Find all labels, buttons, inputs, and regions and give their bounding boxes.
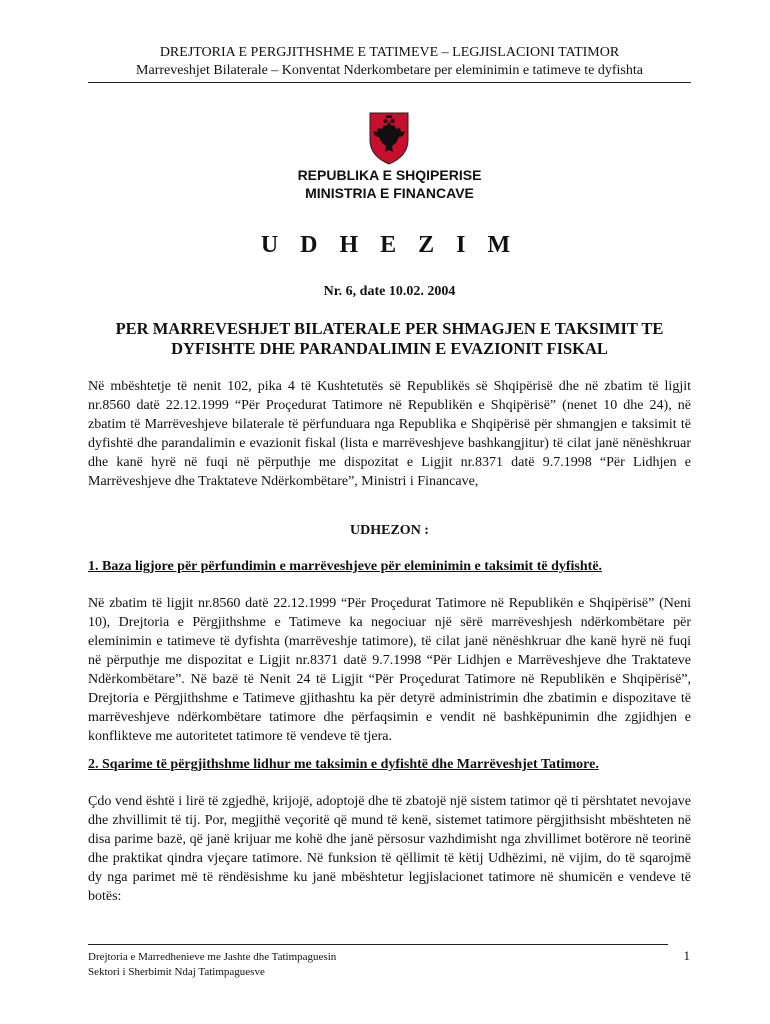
section-2-paragraph: Çdo vend është i lirë të zgjedhë, krijojë, adoptojë dhe të zbatojë një sistem tatimor që ti përshtatet nevojave dhe zhvillimit të tij. Por, megjithë veçoritë që mund të kenë, sistemet tatimore përgjithsisht mbështeten në disa parime bazë, që janë krijuar me kohë dhe janë përsosur vazhdimisht nga zhvillimet botërore në teorinë dhe praktikat qindra vjeçare tatimore. Në funksion të qëllimit të këtij Udhëzimi, në vijim, do të sqarojmë dy nga parimet më të rëndësishme ku janë mbështetur legjislacionet tatimore në shumicën e vendeve të botës: (88, 794, 691, 904)
running-header-subtitle: Marreveshjet Bilaterale – Konventat Nderkombetare per eleminimin e tatimeve te dyfishta (136, 63, 643, 78)
document-heading-line-2: DYFISHTE DHE PARANDALIMIN E EVAZIONIT FISKAL (171, 339, 608, 358)
section-1-paragraph: Në zbatim të ligjit nr.8560 datë 22.12.1999 “Për Proçedurat Tatimore në Republikën e Shqipërisë” (Neni 10), Drejtoria e Përgjithshme e Tatimeve ka negociuar një sërë marrëveshjesh ndërkombëtare për eleminimin e tatimeve të dyfishta (marrëveshje tatimore), të cilat janë nënëshkruar dhe kanë hyrë në fuqi në përputhje me dispozitat e Ligjit nr.8371 datë 9.7.1998 “Për Lidhjen e Marrëveshjeve dhe Traktateve Ndërkombëtare”. Në bazë të Nenit 24 të Ligjit “Për Proçedurat Tatimore në Republikën e Shqipërisë”, Drejtoria e Përgjithshme e Tatimeve gjithashtu ka për detyrë administrimin dhe zbatimin e dispozitave të marrëveshjeve ndërkombëtare tatimore dhe përfaqsimin e vendit në bashkëpunimin dhe zgjidhjen e konflikteve me autoritetet tatimore të vendeve të tjera. (88, 596, 691, 744)
republic-name: REPUBLIKA E SHQIPERISE (297, 167, 482, 183)
albanian-eagle-emblem-icon (364, 110, 414, 166)
instructs-label: UDHEZON : (350, 523, 429, 538)
running-header-title: DREJTORIA E PERGJITHSHME E TATIMEVE – LEGJISLACIONI TATIMOR (159, 45, 620, 60)
section-2-heading: 2. Sqarime të përgjithshme lidhur me taksimin e dyfishtë dhe Marrëveshjet Tatimore. (88, 757, 599, 772)
running-header (88, 44, 691, 83)
section-1-heading: 1. Baza ligjore për përfundimin e marrëveshjeve për eleminimin e taksimit të dyfishtë. (88, 559, 603, 574)
document-number: Nr. 6, date 10.02. 2004 (323, 284, 456, 299)
issuing-authority (88, 166, 691, 202)
footer-department: Drejtoria e Marredhenieve me Jashte dhe Tatimpaguesin (88, 951, 337, 963)
document-title: U D H E Z I M (260, 232, 519, 258)
document-heading-line-1: PER MARREVESHJET BILATERALE PER SHMAGJEN E TAKSIMIT TE (115, 319, 664, 338)
footer-sector: Sektori i Sherbimit Ndaj Tatimpaguesve (88, 966, 265, 978)
intro-paragraph: Në mbështetje të nenit 102, pika 4 të Kushtetutës së Republikës së Shqipërisë dhe në zbatim të ligjit nr.8560 datë 22.12.1999 “Për Proçedurat Tatimore në Republikën e Shqipërisë” (nenet 10 dhe 24), në zbatim të Marrëveshjeve bilaterale të përfunduara nga Republika e Shqipërisë për shmangjen e taksimit të dyfishtë dhe parandalimin e evazionit fiskal (lista e marrëveshjeve bashkangjitur) të cilat janë nënëshkruar dhe kanë hyrë në fuqi në përputhje me dispozitat e Ligjit nr.8371 datë 9.7.1998 “Për Lidhjen e Marrëveshjeve dhe Traktateve Ndërkombëtare”, Ministri i Financave, (88, 379, 691, 489)
page-number: 1 (683, 948, 690, 963)
footer-divider (88, 944, 668, 945)
ministry-name: MINISTRIA E FINANCAVE (305, 185, 474, 201)
document-heading (88, 319, 691, 359)
page-footer (88, 950, 608, 980)
